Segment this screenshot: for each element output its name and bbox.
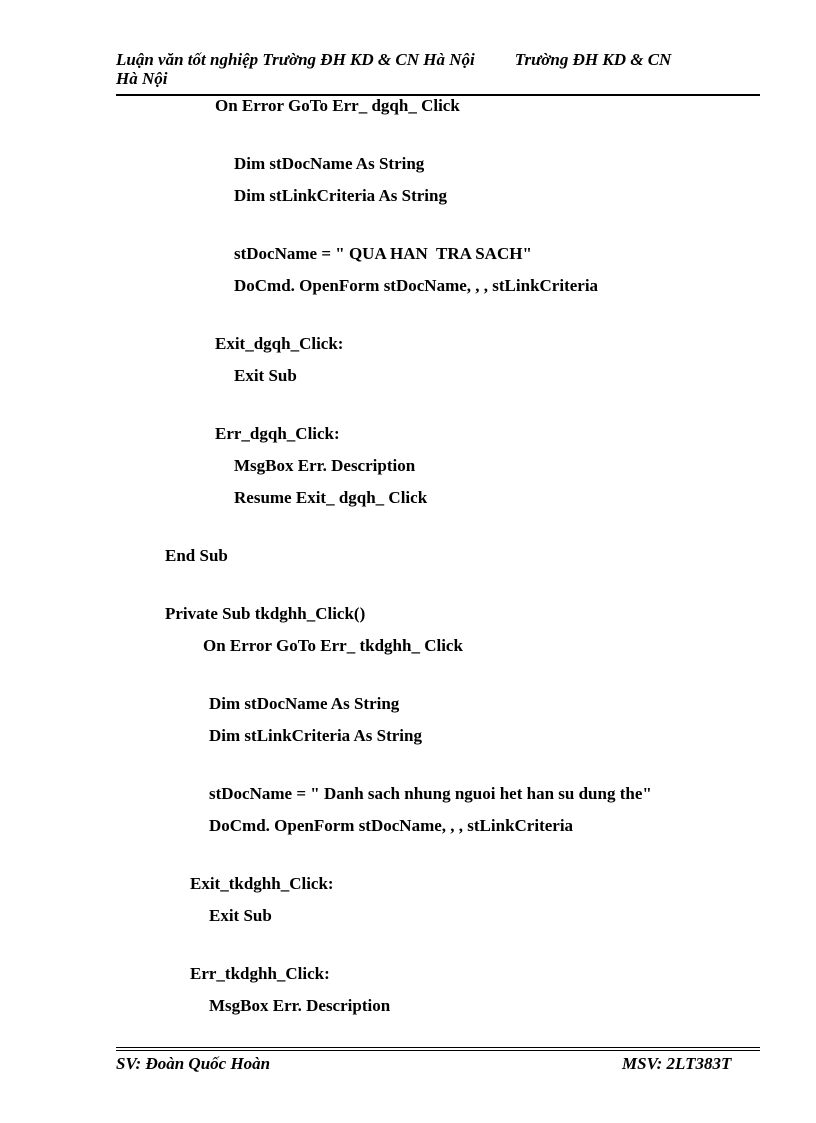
- header-thesis-title: Luận văn tốt nghiệp Trường ĐH KD & CN Hà Nội: [116, 50, 475, 69]
- code-line: stDocName = " QUA HAN TRA SACH": [234, 244, 532, 263]
- code-line: Err_dgqh_Click:: [215, 424, 340, 443]
- code-line: Dim stLinkCriteria As String: [234, 186, 447, 205]
- code-line: Exit Sub: [234, 366, 297, 385]
- footer-student-id: MSV: 2LT383T: [622, 1054, 732, 1073]
- code-line: On Error GoTo Err_ tkdghh_ Click: [203, 636, 463, 655]
- code-line: Exit_tkdghh_Click:: [190, 874, 334, 893]
- code-line: Exit_dgqh_Click:: [215, 334, 344, 353]
- code-line: DoCmd. OpenForm stDocName, , , stLinkCriteria: [234, 276, 599, 295]
- code-line: End Sub: [165, 546, 228, 565]
- footer-divider-bottom: [116, 1050, 760, 1051]
- code-line: Resume Exit_ dgqh_ Click: [234, 488, 428, 507]
- code-line: MsgBox Err. Description: [234, 456, 416, 475]
- footer-student-name: SV: Đoàn Quốc Hoàn: [116, 1054, 271, 1073]
- code-line: Err_tkdghh_Click:: [190, 964, 330, 983]
- code-line: stDocName = " Danh sach nhung nguoi het han su dung the": [209, 784, 652, 803]
- footer-divider-top: [116, 1047, 760, 1048]
- code-line: Exit Sub: [209, 906, 272, 925]
- header-school-name: Trường ĐH KD & CN: [514, 50, 672, 69]
- code-line: DoCmd. OpenForm stDocName, , , stLinkCriteria: [209, 816, 574, 835]
- header-school-city: Hà Nội: [116, 69, 168, 88]
- code-line: Dim stLinkCriteria As String: [209, 726, 422, 745]
- code-line: Dim stDocName As String: [209, 694, 400, 713]
- code-line: MsgBox Err. Description: [209, 996, 391, 1015]
- code-line: Dim stDocName As String: [234, 154, 425, 173]
- code-line: Private Sub tkdghh_Click(): [165, 604, 366, 623]
- code-line: On Error GoTo Err_ dgqh_ Click: [215, 96, 460, 115]
- page-header: [116, 50, 760, 88]
